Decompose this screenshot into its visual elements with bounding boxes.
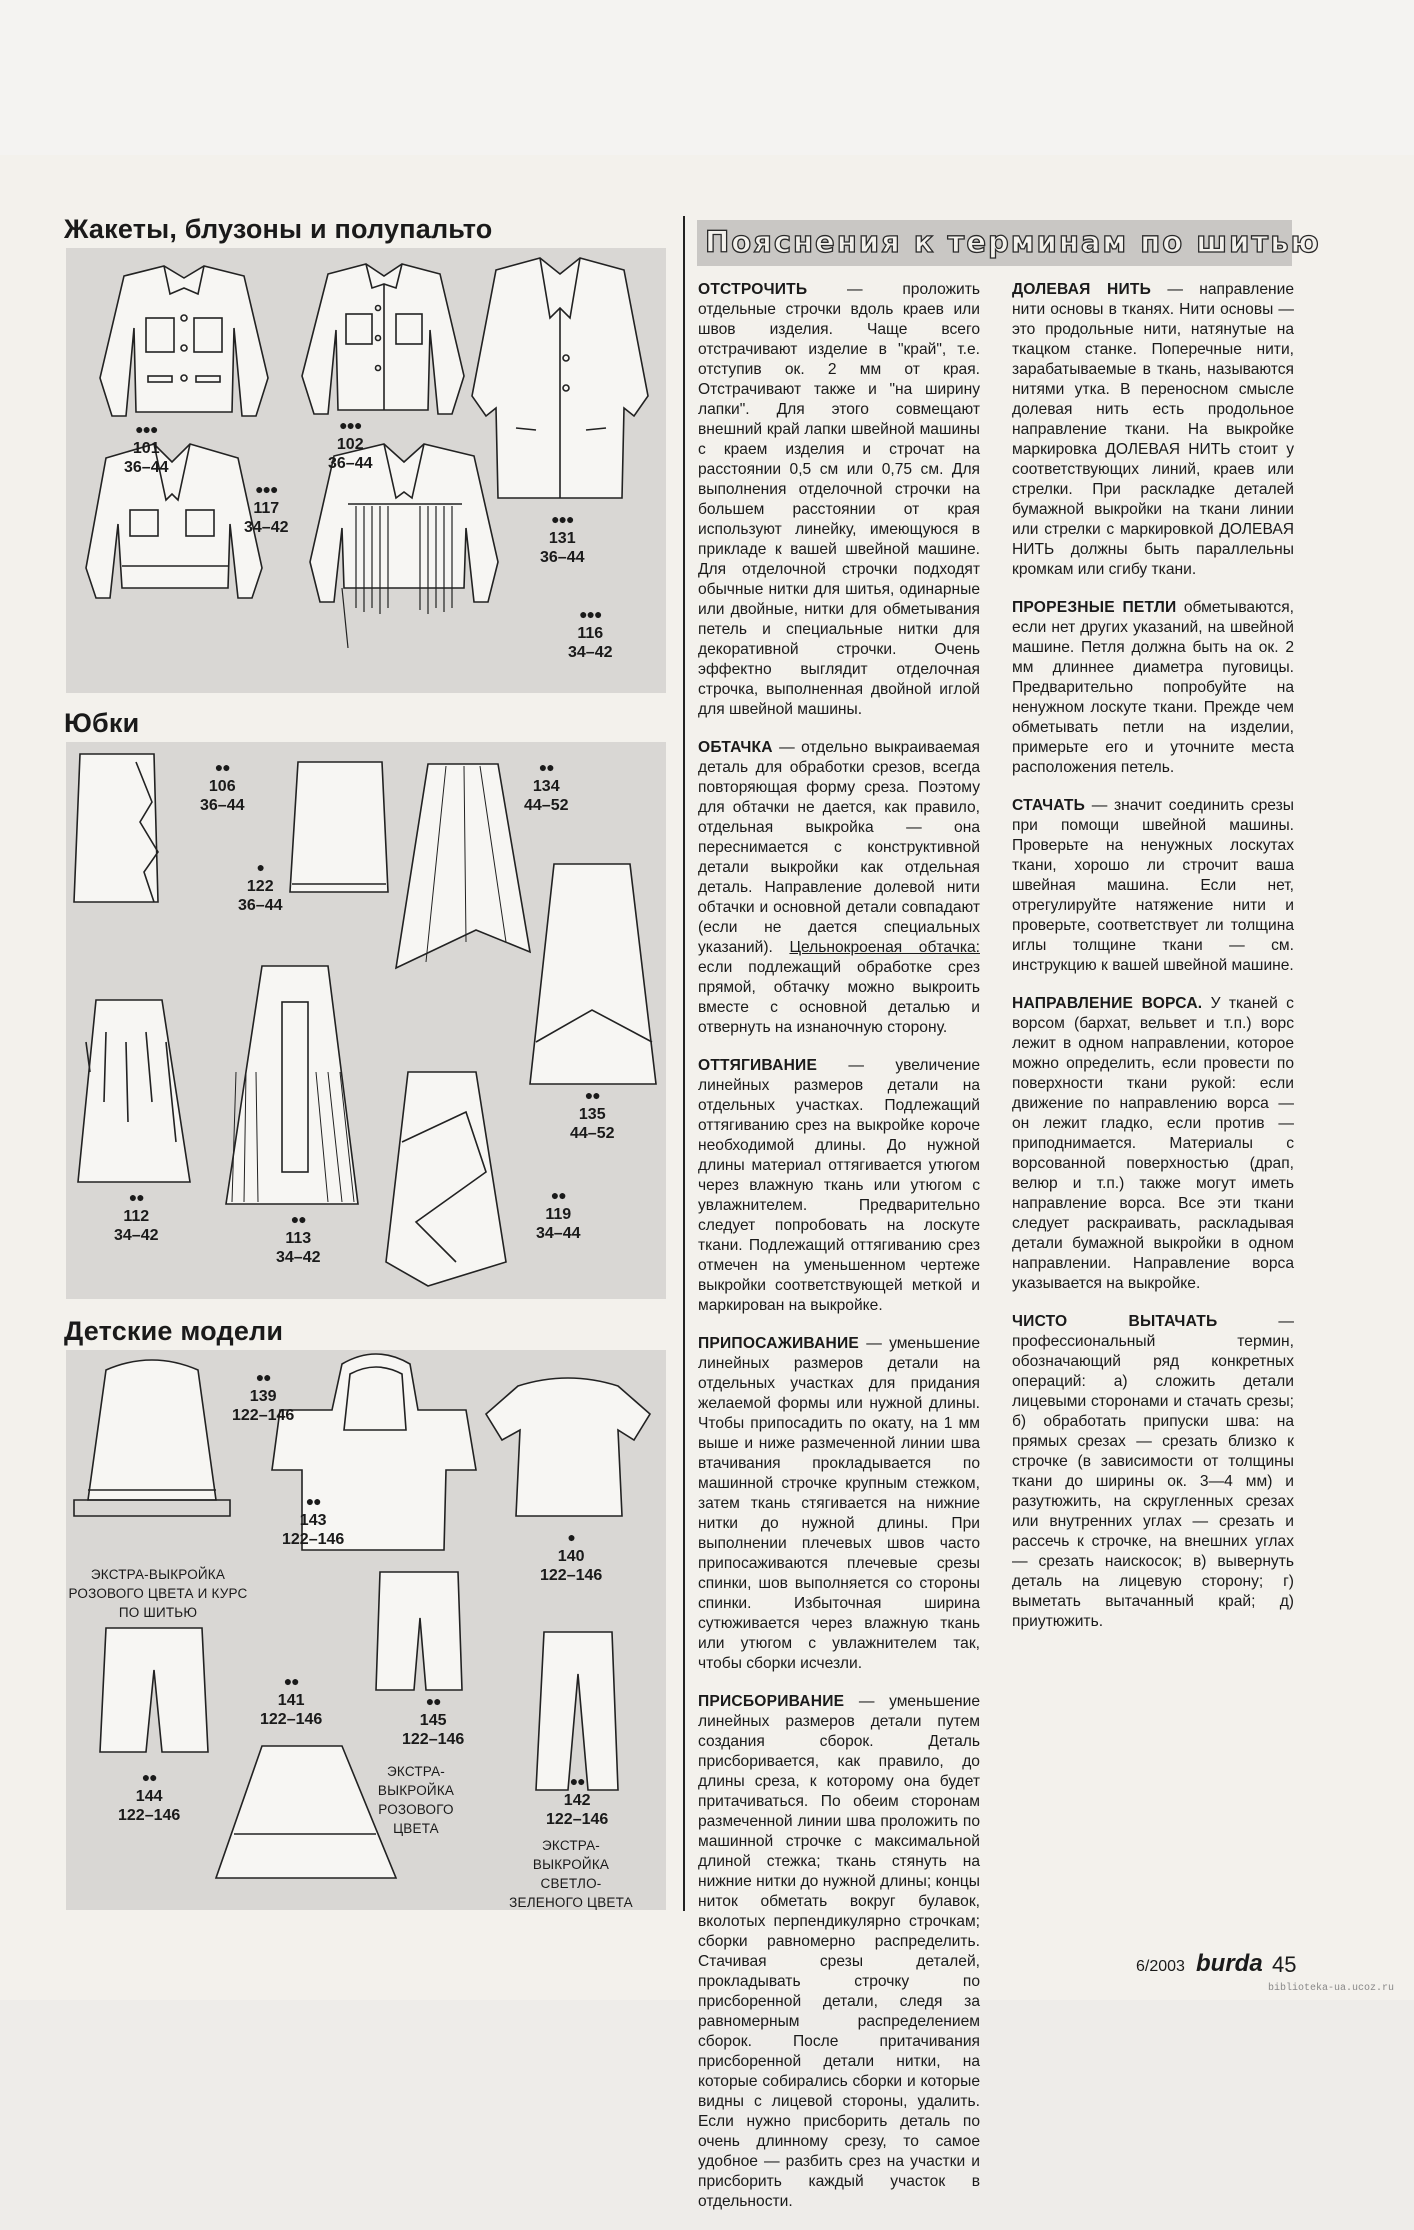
model-label-131: ●●● 131 36–44 [540, 511, 585, 566]
skirt-135-sketch [530, 864, 656, 1084]
model-label-139: ●● 139 122–146 [232, 1369, 295, 1424]
jacket-102-sketch [302, 264, 464, 414]
term-obtachka: ОБТАЧКА [698, 739, 773, 756]
note-139-extra-pattern: ЭКСТРА-ВЫКРОЙКА РОЗОВОГО ЦВЕТА И КУРС ПО ШИТЬЮ [68, 1567, 248, 1620]
entry-prisborivanie: ПРИСБОРИВАНИЕ — уменьшение линейных размеров детали путем создания сборок. Деталь присборивается, как правило, до длины среза, к которому она будет притачиваться. По обеим сторонам размеченной линии шва проложить по машинной строчке с максимальной длиной стежка; ткань стянуть на нижние нитки до нужной длины; концы ниток обметать вокруг булавок, вколотых перпендикулярно строчкам; сборки равномерно распределить. Стачивая срезы деталей, прокладывать строчку по присборенной детали, следя за равномерным распределением сборок. После притачивания присборенной детали нитки, на которые собирались сборки и которые видны с лицевой стороны, удалить. Если нужно присборить деталь по очень длинному срезу, то самое удобное — разбить срез на участки и присборить каждый участок в отдельности. [698, 1693, 980, 2210]
skirt-113-sketch [226, 966, 358, 1204]
note-142-extra-pattern: ЭКСТРА-ВЫКРОЙКА СВЕТЛО-ЗЕЛЕНОГО ЦВЕТА [509, 1838, 633, 1910]
model-label-119: ●● 119 34–44 [536, 1187, 581, 1242]
glossary-column-right [1012, 280, 1294, 1650]
section-title-jackets: Жакеты, блузоны и полупальто [64, 214, 493, 244]
watermark: biblioteka-ua.ucoz.ru [1268, 1983, 1395, 1994]
model-label-140: ● 140 122–146 [540, 1529, 603, 1584]
term-chisto-vytachat: ЧИСТО ВЫТАЧАТЬ [1012, 1313, 1218, 1330]
jacket-116-sketch [310, 444, 498, 648]
skirt-122-sketch [290, 762, 388, 892]
model-label-116: ●●● 116 34–42 [568, 606, 613, 661]
brand-logo: burda [1196, 1950, 1263, 1977]
model-label-143: ●● 143 122–146 [282, 1493, 345, 1548]
column-divider [683, 216, 685, 1911]
note-145-extra-pattern: ЭКСТРА-ВЫКРОЙКА РОЗОВОГО ЦВЕТА [377, 1764, 455, 1836]
skirt-119-sketch [386, 1072, 506, 1286]
entry-proreznye-petli: ПРОРЕЗНЫЕ ПЕТЛИ обметываются, если нет других указаний, на швейной машине. Петля должна быть на ок. 2 мм длиннее диаметра пуговицы. Предварительно попробуйте на ненужном лоскуте ткани. Прежде чем обметывать петли на изделии, примерьте его и уточните места расположения петель. [1012, 599, 1295, 776]
entry-obtachka: ОБТАЧКА — отдельно выкраиваемая деталь для обработки срезов, всегда повторяющая форму среза. Поэтому для обтачки не дается, как правило, отдельная выкройка — она переснимается с конструктивной детали выкройки как отдельная деталь. Направление долевой нити обтачки и основной детали совпадают (если не дается специальных указаний). Цельнокроеная обтачка: если подлежащий обработке срез прямой, обтачку можно выкроить вместе с основной деталью и отвернуть на изнаночную сторону. [698, 739, 980, 1036]
issue-date: 6/2003 [1136, 1958, 1185, 1975]
model-label-101: ●●● 101 36–44 [124, 421, 169, 476]
shorts-144-sketch [100, 1628, 208, 1752]
skirt-106-sketch [74, 754, 158, 902]
term-stachat: СТАЧАТЬ [1012, 797, 1086, 814]
jacket-101-sketch [100, 266, 268, 416]
pants-142-sketch [536, 1632, 618, 1790]
term-dolevaya-nit: ДОЛЕВАЯ НИТЬ [1012, 281, 1152, 298]
dress-139-sketch [74, 1360, 230, 1516]
glossary-column-left [698, 280, 980, 2230]
entry-otstrochit: ОТСТРОЧИТЬ — проложить отдельные строчки вдоль краев или швов изделия. Чаще всего отстрачивают изделие в "край", т.е. отступив ок. 2 мм от края. Отстрачивают также и "на ширину лапки". Для этого совмещают внешний край лапки швейной машины с краем изделия и строчат на расстоянии 0,5 см или 0,75 см. Для выполнения отделочной строчки на большем расстоянии от края используют линейку, имеющуюся в прикладе к вашей швейной машине. Для отделочной строчки подходят обычные нитки для шитья, одинарные или двойные, нитки для обметывания петель и специальные нитки для декоративной строчки. Очень эффектно выглядит отделочная строчка, выполненная двойной иглой для швейной машины. [698, 281, 980, 718]
coat-131-sketch [472, 258, 648, 498]
model-label-134: ●● 134 44–52 [524, 759, 569, 814]
model-label-142: ●● 142 122–146 [546, 1773, 609, 1828]
model-label-113: ●● 113 34–42 [276, 1211, 321, 1266]
model-label-135: ●● 135 44–52 [570, 1087, 615, 1142]
section-title-kids: Детские модели [64, 1316, 284, 1346]
panel-kids [66, 1350, 666, 1910]
glossary-title-bar [697, 220, 1321, 266]
term-otstrochit: ОТСТРОЧИТЬ [698, 281, 808, 298]
term-prisborivanie: ПРИСБОРИВАНИЕ [698, 1693, 845, 1710]
model-label-122: ● 122 36–44 [238, 859, 283, 914]
entry-chisto-vytachat: ЧИСТО ВЫТАЧАТЬ — профессиональный термин, обозначающий ряд конкретных операций: а) сложить детали лицевыми сторонами и стачать срезы; б) обработать припуски шва: на прямых срезах — срезать близко к строчке (в зависимости от толщины ткани до ширины ок. 3—4 мм) и разутюжить, на скругленных срезах или внутренних углах — срезать и рассечь к строчке, на внешних углах — срезать наискосок; в) вывернуть деталь на лицевую сторону; г) выметать вытачанный край; д) приутюжить. [1012, 1313, 1294, 1630]
entry-napravlenie-vorsa: НАПРАВЛЕНИЕ ВОРСА. У тканей с ворсом (бархат, вельвет и т.п.) ворс лежит в одном направлении, которое можно определить, если провести по поверхности ткани рукой: если движение по направлению ворса — он лежит гладко, если против — приподнимается. Материалы с ворсованной поверхностью (драп, велюр и т.п.) также могут иметь направление ворса. Все эти ткани следует раскраивать, раскладывая детали бумажной выкройки в одном направлении. Направление ворса указывается на выкройке. [1012, 995, 1294, 1292]
model-label-145: ●● 145 122–146 [402, 1693, 465, 1748]
entry-dolevaya-nit: ДОЛЕВАЯ НИТЬ — направление нити основы в тканях. Нити основы — это продольные нити, натянутые на ткацком станке. Поперечные нити, зарабатываемые в ткань, называются нитями утка. В переносном смысле долевая нить есть продольное направление ткани. На выкройке маркировка ДОЛЕВАЯ НИТЬ стоит у соответствующих линий, краев или стрелки. При раскладке деталей бумажной выкройки на ткани линии или стрелки с маркировкой ДОЛЕВАЯ НИТЬ должны быть параллельны кромкам или сгибу ткани. [1012, 281, 1294, 578]
skirt-134-sketch [396, 764, 530, 968]
model-label-117: ●●● 117 34–42 [244, 481, 289, 536]
entry-ottyagivanie: ОТТЯГИВАНИЕ — увеличение линейных размеров детали на отдельных участках. Подлежащий оттягиванию срез на выкройке короче необходимой длины. До нужной длины материал оттягивается утюгом через влажную ткань или утюгом с увлажнителем. Предварительно следует попробовать на лоскуте ткани. Подлежащий оттягиванию срез отмечен на уменьшенном чертеже выкройки соответствующей меткой и маркирован на выкройке. [698, 1057, 980, 1314]
model-label-112: ●● 112 34–42 [114, 1189, 159, 1244]
model-label-141: ●● 141 122–146 [260, 1673, 323, 1728]
term-proreznye-petli: ПРОРЕЗНЫЕ ПЕТЛИ [1012, 599, 1177, 616]
entry-priposazhivanie: ПРИПОСАЖИВАНИЕ — уменьшение линейных размеров детали на отдельных участках для придания желаемой формы или нужной длины. Чтобы припосадить по окату, на 1 мм выше и ниже размеченной линии шва втачивания прокладывается по машинной строчке крупным стежком, затем ткань стягивается на нижние нитки до нужной длины. При выполнении плечевых швов часто припосаживаются плечевые срезы спинки, шов выполняется со стороны спинки. Избыточная ширина сутюживается через влажную ткань или утюгом с увлажнителем так, чтобы сборки исчезли. [698, 1335, 980, 1672]
term-priposazhivanie: ПРИПОСАЖИВАНИЕ [698, 1335, 860, 1352]
model-label-106: ●● 106 36–44 [200, 759, 245, 814]
jacket-117-sketch [86, 444, 262, 598]
blouse-140-sketch [486, 1378, 650, 1516]
glossary-title: Пояснения к терминам по шитью [705, 225, 1321, 259]
page-number: 45 [1272, 1952, 1297, 1977]
panel-jackets [66, 248, 666, 693]
term-napravlenie-vorsa: НАПРАВЛЕНИЕ ВОРСА. [1012, 995, 1203, 1012]
model-label-144: ●● 144 122–146 [118, 1769, 181, 1824]
term-ottyagivanie: ОТТЯГИВАНИЕ [698, 1057, 818, 1074]
section-title-skirts: Юбки [64, 708, 140, 738]
shorts-145-sketch [376, 1572, 462, 1690]
panel-skirts [66, 742, 666, 1299]
scan-background [0, 0, 1414, 155]
skirt-112-sketch [78, 1000, 190, 1182]
entry-stachat: СТАЧАТЬ — значит соединить срезы при помощи швейной машины. Проверьте на ненужных лоскутах ткани, хорошо ли строчит ваша швейная машина. Если нет, отрегулируйте натяжение нити и проверьте, соответствует ли толщина иглы толщине ткани — см. инструкцию к вашей швейной машине. [1012, 797, 1294, 974]
model-label-102: ●●● 102 36–44 [328, 417, 373, 472]
